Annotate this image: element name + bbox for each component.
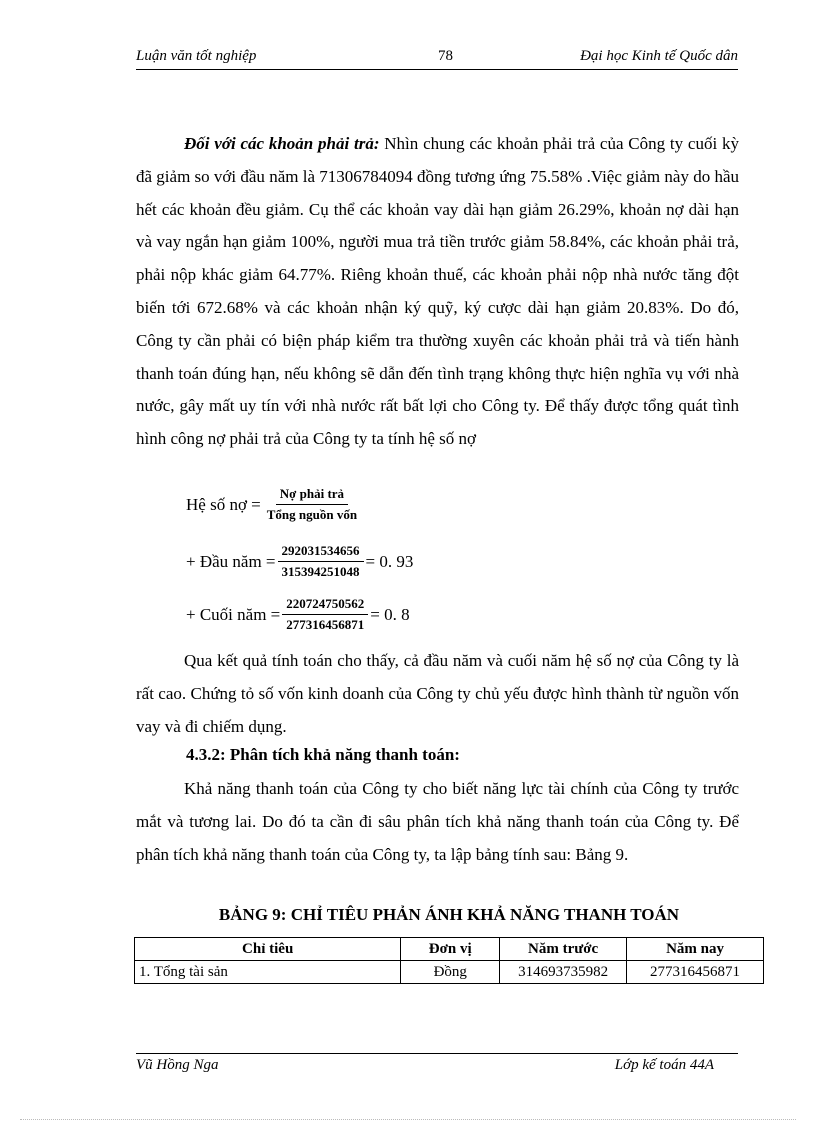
page-footer: [136, 1057, 738, 1077]
start-fraction: [278, 543, 364, 580]
col-header-indicator: Chỉ tiêu: [135, 938, 401, 961]
footer-author: Vũ Hồng Nga: [136, 1057, 219, 1073]
formula-start-year: [186, 543, 413, 580]
cell-indicator: 1. Tổng tài sản: [135, 961, 401, 984]
end-fraction: [282, 596, 368, 633]
formula-label: Hệ số nợ =: [186, 494, 261, 514]
header-divider: [136, 69, 738, 70]
end-label: + Cuối năm =: [186, 604, 281, 624]
start-numerator: 292031534656: [278, 543, 364, 562]
page-number: 78: [438, 48, 453, 64]
page-header: [136, 48, 738, 68]
start-denominator: 315394251048: [281, 564, 360, 579]
payables-text: Nhìn chung các khoản phải trả của Công ty cuối kỳ đã giảm so với đầu năm là 71306784094 đồng tương ứng 75.58% .Việc giảm này do hầu hết các khoản đều giảm. Cụ thể các khoản vay dài hạn giảm 26.29%, khoản nợ dài hạn và vay ngắn hạn giảm 100%, người mua trả tiền trước giảm 58.84%, các khoản phải trả, phải nộp khác giảm 64.77%. Riêng khoản thuế, các khoản phải nộp nhà nước tăng đột biến tới 672.68% và các khoản nhận ký quỹ, ký cược dài hạn giảm 20.83%. Do đó, Công ty cần phải có biện pháp kiểm tra thường xuyên các khoản phải trả và tiến hành thanh toán đúng hạn, nếu không sẽ dẫn đến tình trạng không thực hiện nghĩa vụ với nhà nước, gây mất uy tín với nhà nước rất bất lợi cho Công ty. Để thấy được tổng quát tình hình công nợ phải trả của Công ty ta tính hệ số nợ: [136, 134, 739, 449]
formula-debt-ratio: [186, 486, 363, 523]
col-header-prev-year: Năm trước: [500, 938, 627, 961]
paragraph-conclusion: Qua kết quả tính toán cho thấy, cả đầu năm và cuối năm hệ số nợ của Công ty là rất cao. Chứng tỏ số vốn kinh doanh của Công ty chủ yếu được hình thành từ nguồn vốn vay và đi chiếm dụng.: [136, 651, 739, 736]
table-header-row: [135, 938, 764, 961]
payables-lead: Đối với các khoản phải trả:: [184, 134, 380, 153]
page-bottom-border: [20, 1119, 796, 1120]
table-title: BẢNG 9: CHỈ TIÊU PHẢN ÁNH KHẢ NĂNG THANH TOÁN: [218, 905, 680, 924]
header-thesis-title: Luận văn tốt nghiệp: [136, 48, 257, 64]
end-result: = 0. 8: [370, 604, 410, 624]
cell-unit: Đồng: [401, 961, 500, 984]
formula-fraction: [263, 486, 361, 523]
start-label: + Đầu năm =: [186, 551, 276, 571]
section-heading: 4.3.2: Phân tích khả năng thanh toán:: [186, 745, 460, 764]
col-header-this-year: Năm nay: [627, 938, 764, 961]
paragraph-payables: [136, 128, 739, 456]
cell-prev-year: 314693735982: [500, 961, 627, 984]
end-numerator: 220724750562: [282, 596, 368, 615]
table-row: [135, 961, 764, 984]
paragraph-solvency: Khả năng thanh toán của Công ty cho biết năng lực tài chính của Công ty trước mắt và tương lai. Do đó ta cần đi sâu phân tích khả năng thanh toán của Công ty. Để phân tích khả năng thanh toán của Công ty, ta lập bảng tính sau: Bảng 9.: [136, 779, 739, 864]
solvency-table: [134, 937, 764, 984]
formula-numerator: Nợ phải trả: [276, 486, 348, 505]
footer-class: Lớp kế toán 44A: [614, 1057, 714, 1073]
header-university: Đại học Kinh tế Quốc dân: [580, 48, 738, 64]
start-result: = 0. 93: [365, 551, 414, 571]
formula-end-year: [186, 596, 410, 633]
footer-divider: [136, 1053, 738, 1054]
col-header-unit: Đơn vị: [401, 938, 500, 961]
formula-denominator: Tổng nguồn vốn: [266, 507, 358, 522]
end-denominator: 277316456871: [286, 617, 365, 632]
cell-this-year: 277316456871: [627, 961, 764, 984]
